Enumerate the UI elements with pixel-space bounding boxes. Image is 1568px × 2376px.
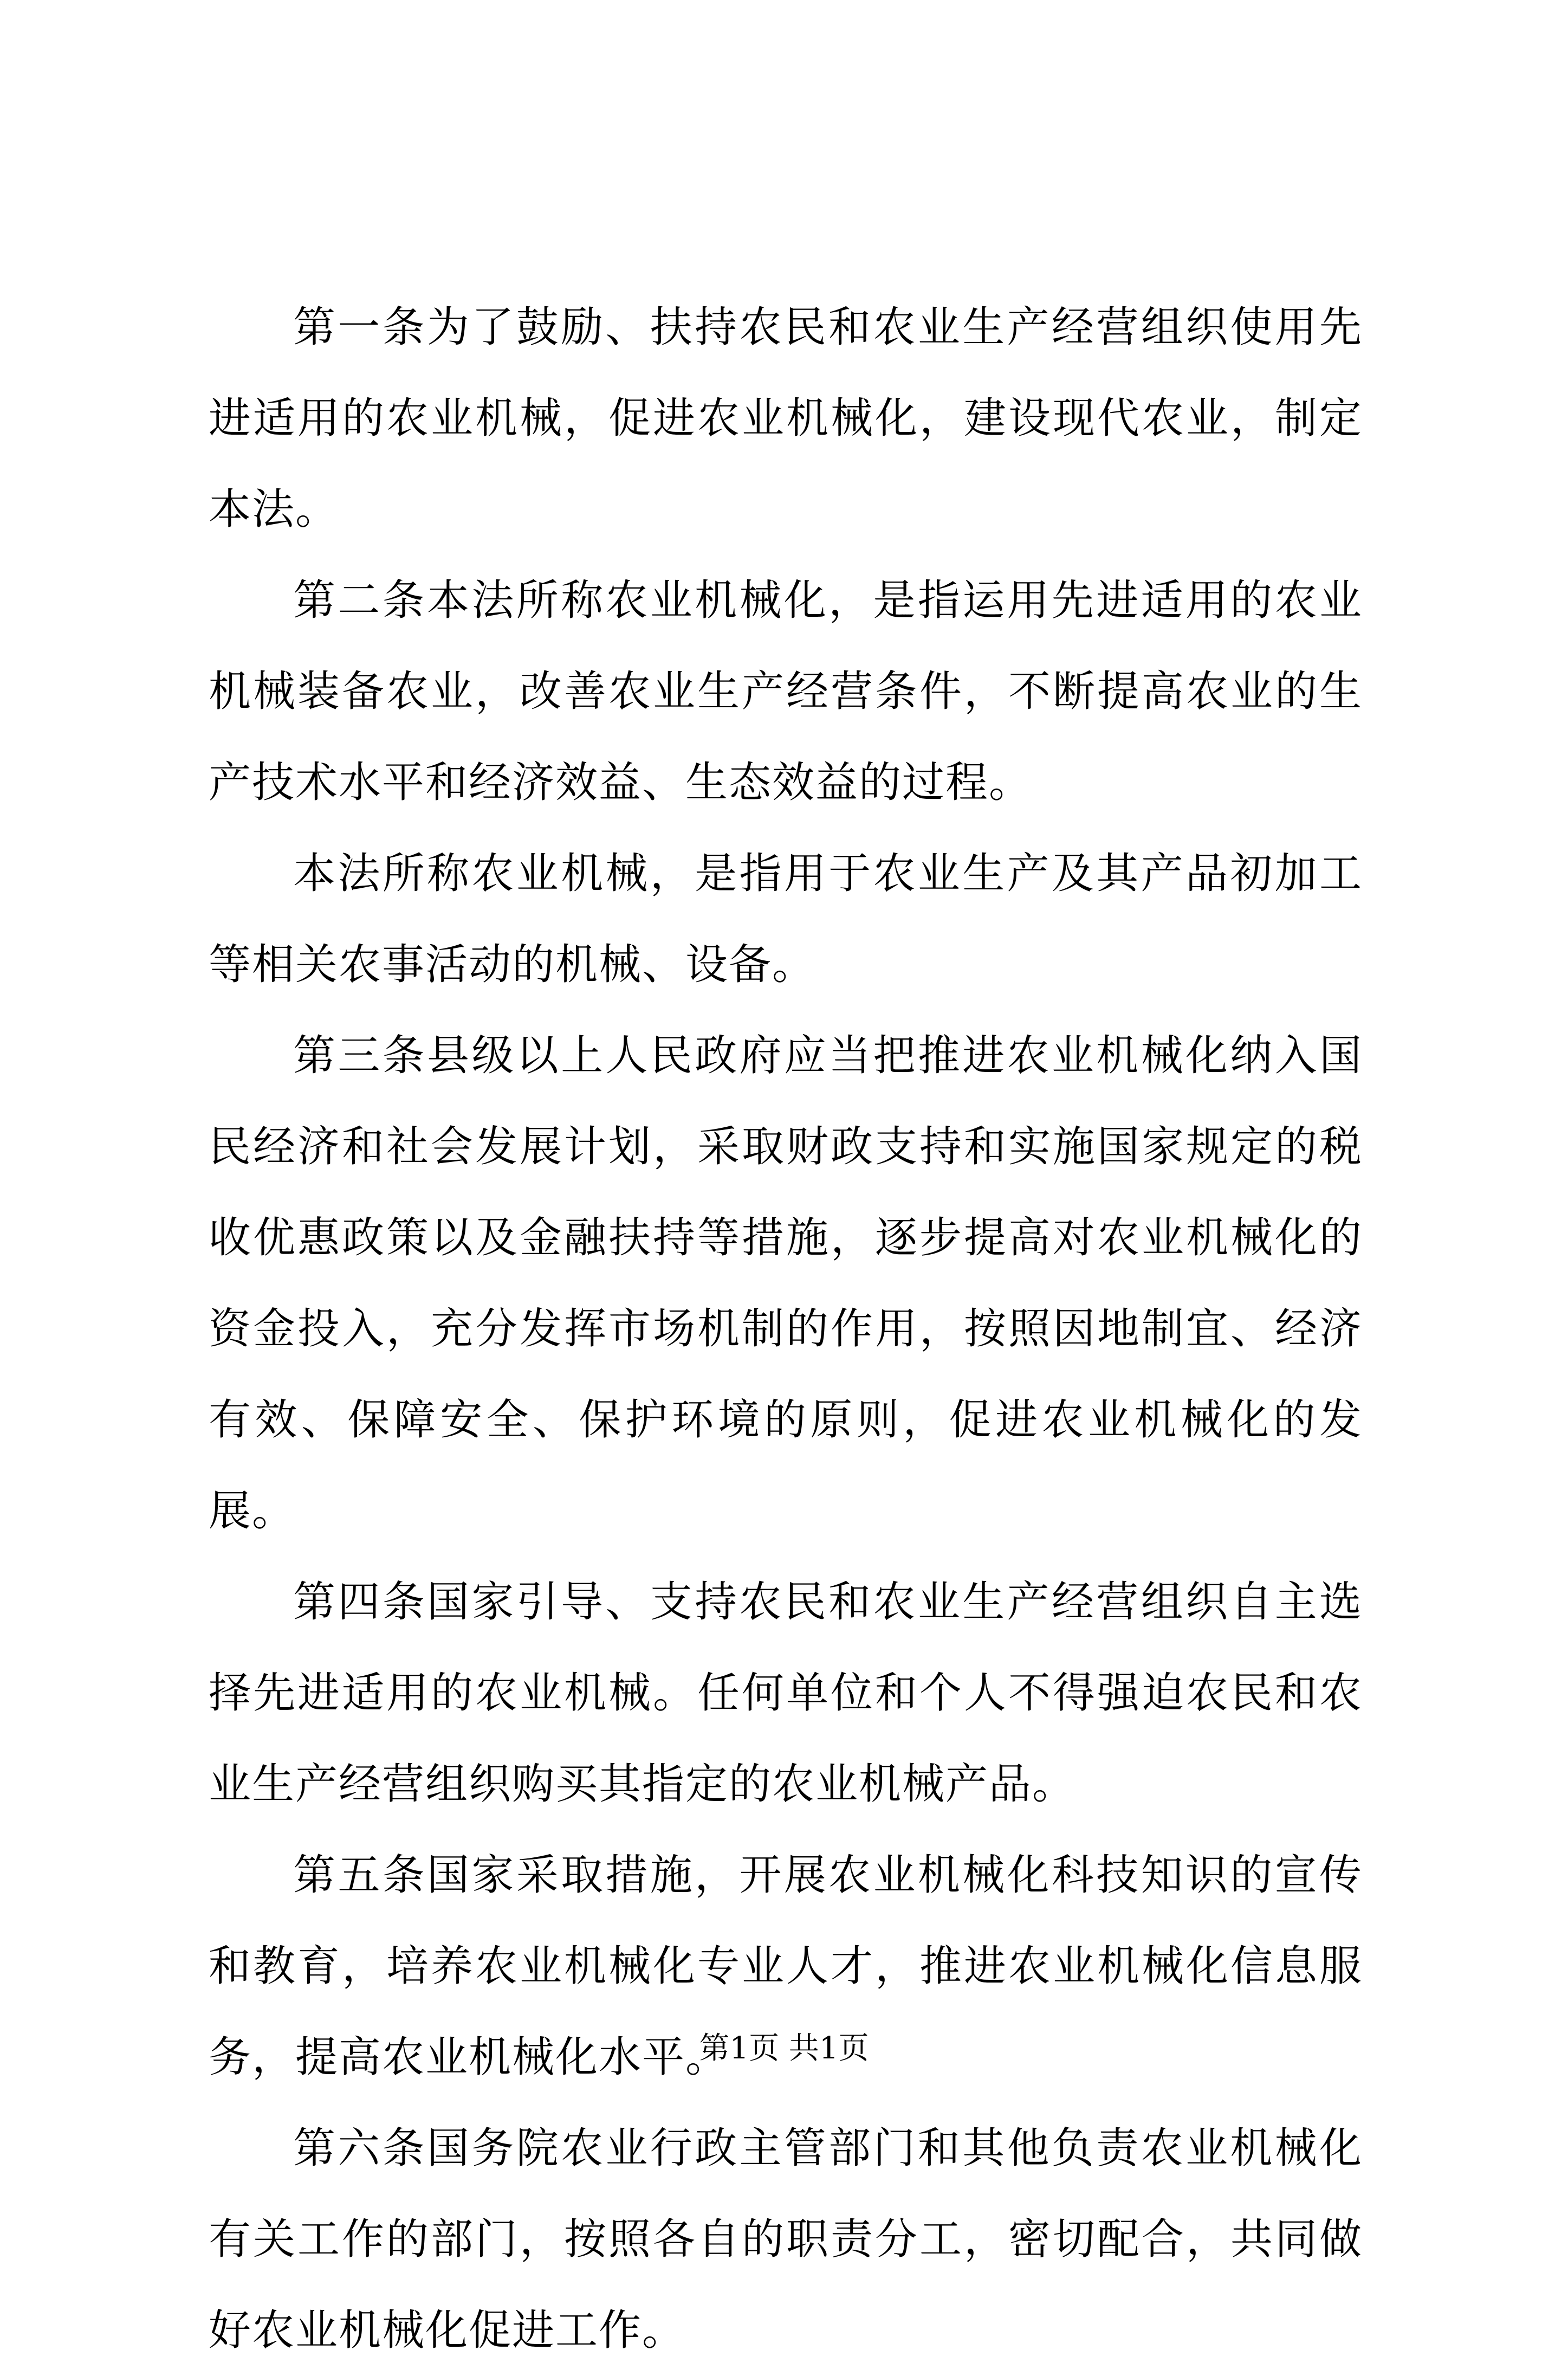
- paragraph-article-4: 第四条国家引导、支持农民和农业生产经营组织自主选择先进适用的农业机械。任何单位和个人不得强迫农民和农业生产经营组织购买其指定的农业机械产品。: [209, 1578, 1363, 1809]
- paragraph-article-1: 第一条为了鼓励、扶持农民和农业生产经营组织使用先进适用的农业机械，促进农业机械化，建设现代农业，制定本法。: [209, 303, 1363, 534]
- paragraph-article-6: 第六条国务院农业行政主管部门和其他负责农业机械化有关工作的部门，按照各自的职责分工，密切配合，共同做好农业机械化促进工作。: [209, 2124, 1363, 2355]
- paragraph-article-2: 第二条本法所称农业机械化，是指运用先进适用的农业机械装备农业，改善农业生产经营条件，不断提高农业的生产技术水平和经济效益、生态效益的过程。: [209, 576, 1363, 807]
- page-footer: 第1页 共1页: [699, 2031, 869, 2066]
- paragraph-article-5: 第五条国家采取措施，开展农业机械化科技知识的宣传和教育，培养农业机械化专业人才，推进农业机械化信息服务，提高农业机械化水平。: [209, 1851, 1363, 2082]
- paragraph-article-2-cont: 本法所称农业机械，是指用于农业生产及其产品初加工等相关农事活动的机械、设备。: [209, 849, 1363, 989]
- paragraph-article-3: 第三条县级以上人民政府应当把推进农业机械化纳入国民经济和社会发展计划，采取财政支持和实施国家规定的税收优惠政策以及金融扶持等措施，逐步提高对农业机械化的资金投入，充分发挥市场机制的作用，按照因地制宜、经济有效、保障安全、保护环境的原则，促进农业机械化的发展。: [209, 1031, 1363, 1535]
